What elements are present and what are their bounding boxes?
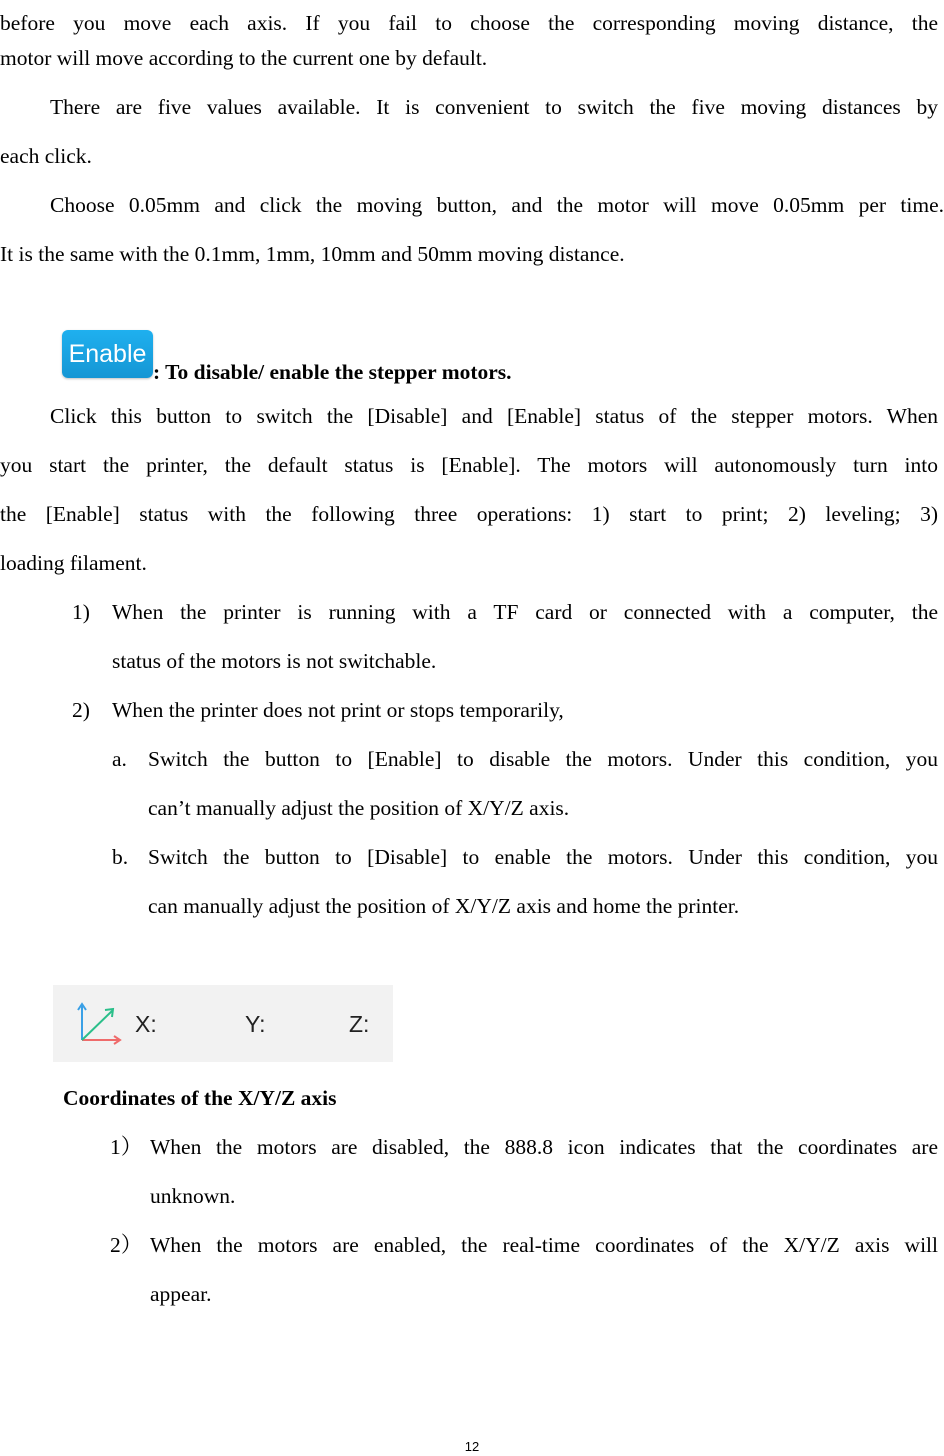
xyz-axis-icon <box>75 1000 125 1046</box>
list-item-line: appear. <box>150 1282 212 1306</box>
paragraph-line: Choose 0.05mm and click the moving button, and the motor will move 0.05mm per time. <box>50 193 944 217</box>
paragraph-line: the [Enable] status with the following three operations: 1) start to print; 2) leveling; 3) <box>0 502 938 526</box>
sublist-letter: b. <box>112 845 129 869</box>
paragraph-line: before you move each axis. If you fail to choose the corresponding moving distance, the <box>0 11 938 35</box>
section-heading-enable: : To disable/ enable the stepper motors. <box>153 360 512 384</box>
sublist-item-line: Switch the button to [Enable] to disable the motors. Under this condition, you <box>148 747 938 771</box>
enable-button-image: Enable <box>62 330 153 378</box>
y-coordinate-label: Y: <box>245 1011 266 1037</box>
list-item-line: When the motors are disabled, the 888.8 icon indicates that the coordinates are <box>150 1135 938 1159</box>
list-number: 1) <box>72 600 90 624</box>
paragraph-line: Click this button to switch the [Disable] and [Enable] status of the stepper motors. When <box>50 404 938 428</box>
paragraph-line: motor will move according to the current one by default. <box>0 46 488 70</box>
z-coordinate-label: Z: <box>349 1011 370 1037</box>
paragraph-line: loading filament. <box>0 551 147 575</box>
section-heading-coordinates: Coordinates of the X/Y/Z axis <box>63 1086 337 1110</box>
list-item-line: unknown. <box>150 1184 236 1208</box>
list-item-line: When the printer does not print or stops temporarily, <box>112 698 564 722</box>
coordinates-panel-image <box>53 985 393 1062</box>
list-item-line: status of the motors is not switchable. <box>112 649 437 673</box>
list-item-line: When the motors are enabled, the real-time coordinates of the X/Y/Z axis will <box>150 1233 938 1257</box>
page-number: 12 <box>464 1439 480 1454</box>
list-number: 2） <box>110 1233 143 1257</box>
paragraph-line: you start the printer, the default status is [Enable]. The motors will autonomously turn into <box>0 453 938 477</box>
paragraph-line: There are five values available. It is convenient to switch the five moving distances by <box>50 95 938 119</box>
sublist-item-line: Switch the button to [Disable] to enable the motors. Under this condition, you <box>148 845 938 869</box>
list-item-line: When the printer is running with a TF card or connected with a computer, the <box>112 600 938 624</box>
sublist-letter: a. <box>112 747 127 771</box>
list-number: 2) <box>72 698 90 722</box>
paragraph-line: each click. <box>0 144 92 168</box>
sublist-item-line: can’t manually adjust the position of X/Y/Z axis. <box>148 796 570 820</box>
paragraph-line: It is the same with the 0.1mm, 1mm, 10mm and 50mm moving distance. <box>0 242 625 266</box>
x-coordinate-label: X: <box>135 1011 157 1037</box>
sublist-item-line: can manually adjust the position of X/Y/Z axis and home the printer. <box>148 894 740 918</box>
list-number: 1） <box>110 1135 143 1159</box>
